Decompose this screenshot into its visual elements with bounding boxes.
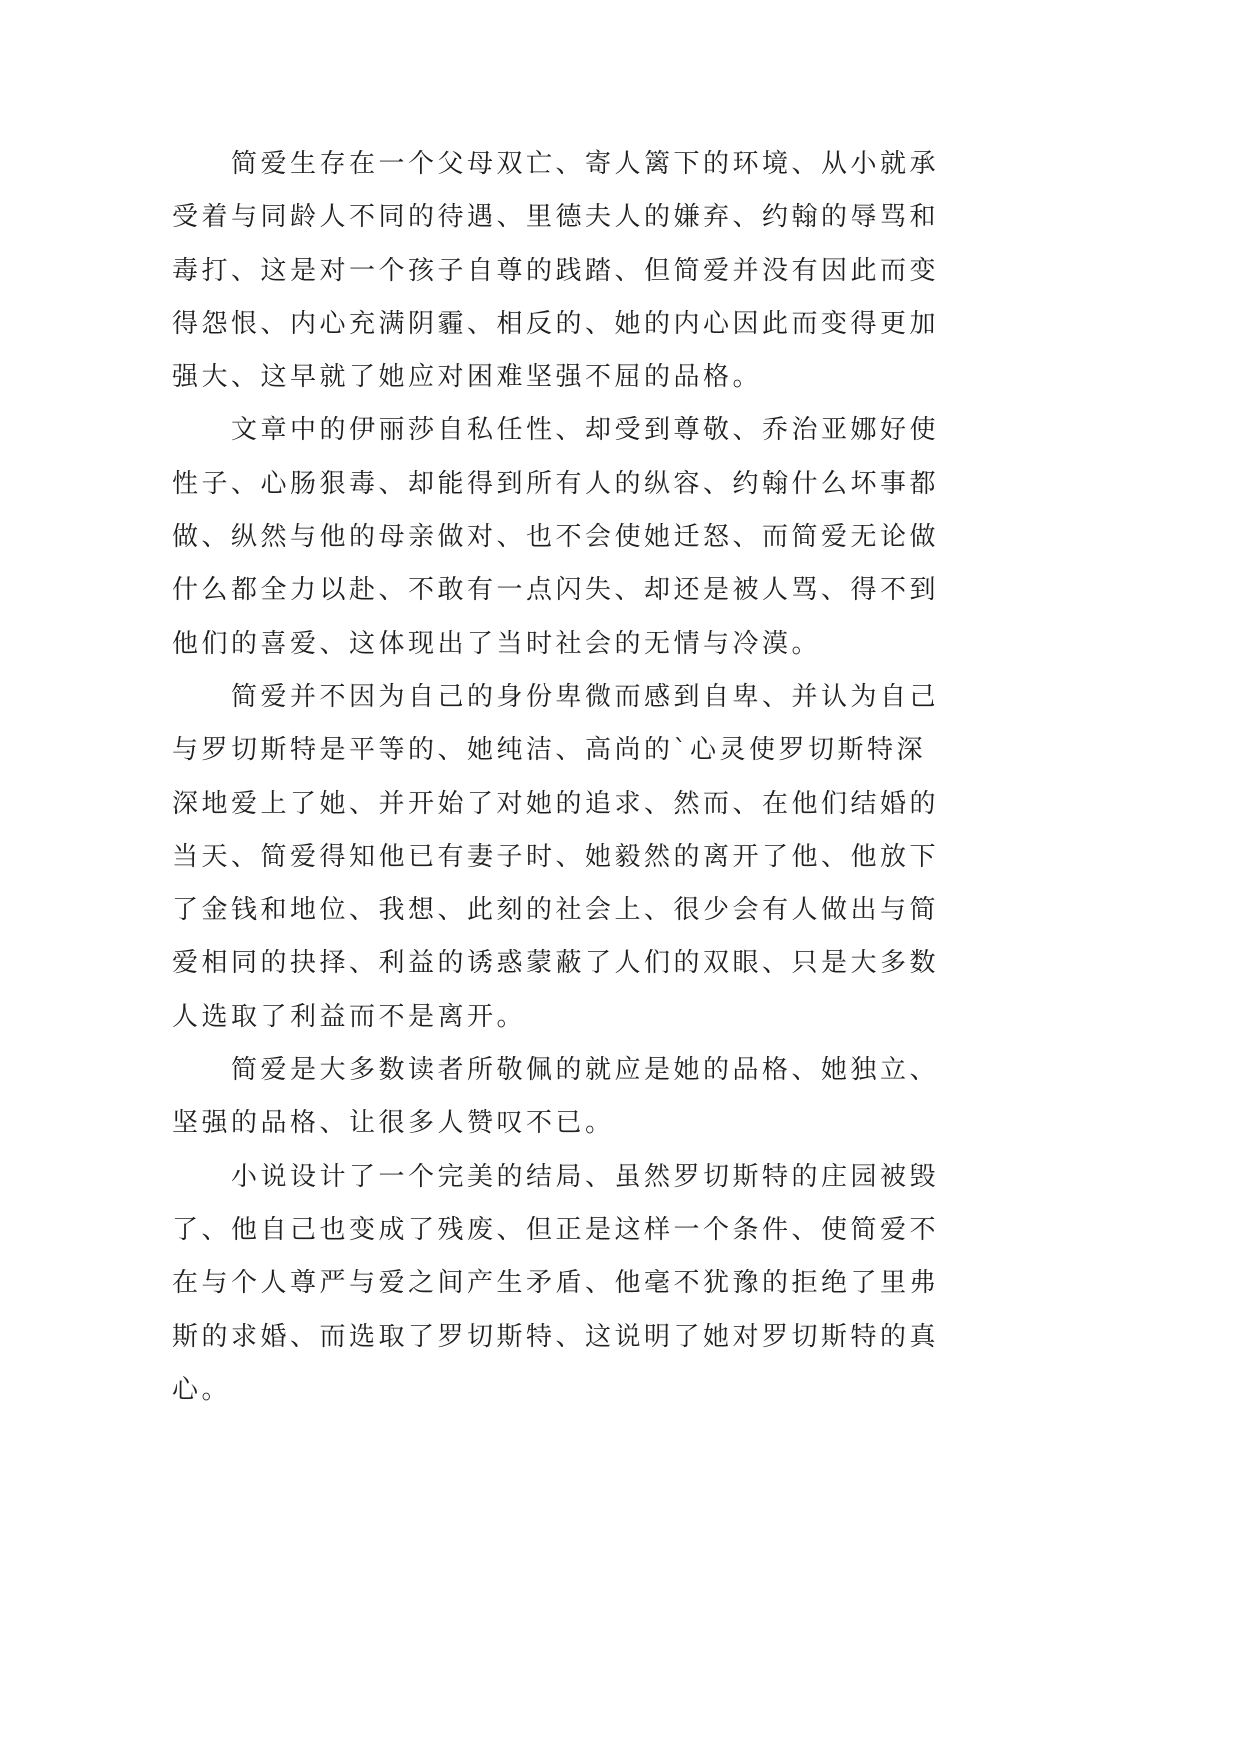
text-line: 什么都全力以赴、不敢有一点闪失、却还是被人骂、得不到 xyxy=(172,575,940,606)
text-line: 受着与同龄人不同的待遇、里德夫人的嫌弃、约翰的辱骂和 xyxy=(172,202,940,233)
body-text xyxy=(172,138,972,1417)
text-line: 斯的求婚、而选取了罗切斯特、这说明了她对罗切斯特的真 xyxy=(172,1321,940,1352)
text-line: 做、纵然与他的母亲做对、也不会使她迁怒、而简爱无论做 xyxy=(172,522,940,553)
text-line: 爱相同的抉择、利益的诱惑蒙蔽了人们的双眼、只是大多数 xyxy=(172,948,940,979)
text-line: 他们的喜爱、这体现出了当时社会的无情与冷漠。 xyxy=(172,628,822,659)
text-line: 当天、简爱得知他已有妻子时、她毅然的离开了他、他放下 xyxy=(172,841,940,872)
text-line: 在与个人尊严与爱之间产生矛盾、他毫不犹豫的拒绝了里弗 xyxy=(172,1268,940,1299)
text-line: 坚强的品格、让很多人赞叹不已。 xyxy=(172,1108,615,1139)
text-line: 人选取了利益而不是离开。 xyxy=(172,1001,527,1032)
text-line: 简爱生存在一个父母双亡、寄人篱下的环境、从小就承 xyxy=(231,149,940,179)
text-line: 强大、这早就了她应对困难坚强不屈的品格。 xyxy=(172,362,763,393)
text-line: 简爱是大多数读者所敬佩的就应是她的品格、她独立、 xyxy=(231,1055,940,1086)
paragraph-4 xyxy=(172,1044,972,1151)
text-line: 简爱并不因为自己的身份卑微而感到自卑、并认为自己 xyxy=(231,681,940,712)
text-line: 了、他自己也变成了残废、但正是这样一个条件、使简爱不 xyxy=(172,1214,940,1245)
text-line: 得怨恨、内心充满阴霾、相反的、她的内心因此而变得更加 xyxy=(172,308,940,339)
text-line: 了金钱和地位、我想、此刻的社会上、很少会有人做出与简 xyxy=(172,895,940,926)
text-line: 深地爱上了她、并开始了对她的追求、然而、在他们结婚的 xyxy=(172,788,940,819)
text-line: 小说设计了一个完美的结局、虽然罗切斯特的庄园被毁 xyxy=(231,1161,940,1192)
paragraph-2 xyxy=(172,404,972,670)
text-line: 毒打、这是对一个孩子自尊的践踏、但简爱并没有因此而变 xyxy=(172,255,940,286)
text-line: 性子、心肠狠毒、却能得到所有人的纵容、约翰什么坏事都 xyxy=(172,468,940,499)
text-line: 心。 xyxy=(172,1374,232,1405)
paragraph-3 xyxy=(172,671,972,1044)
paragraph-5 xyxy=(172,1151,972,1417)
paragraph-1 xyxy=(172,138,972,404)
text-line: 与罗切斯特是平等的、她纯洁、高尚的`心灵使罗切斯特深 xyxy=(172,735,927,766)
text-line: 文章中的伊丽莎自私任性、却受到尊敬、乔治亚娜好使 xyxy=(231,415,940,446)
